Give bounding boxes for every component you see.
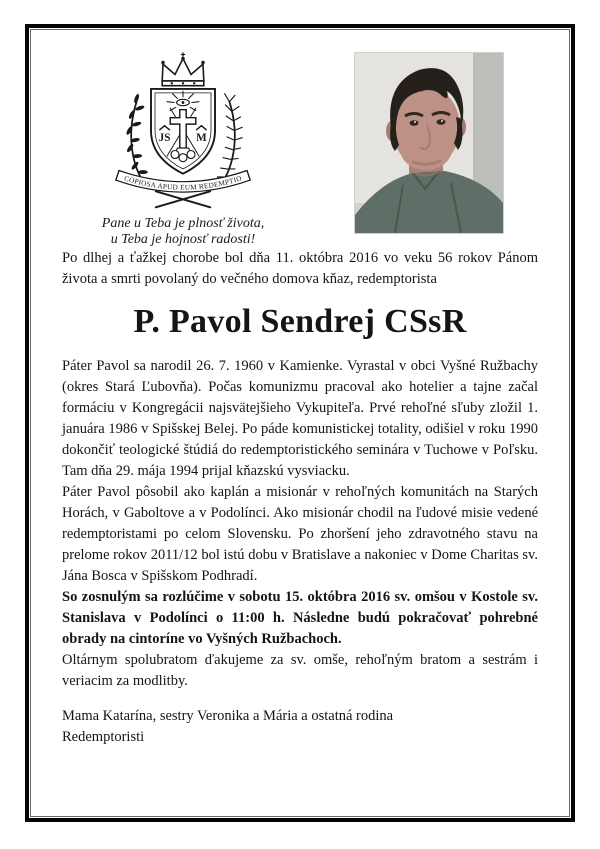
portrait-illustration: [355, 53, 503, 233]
biography-paragraph-2: Páter Pavol pôsobil ako kaplán a misionár v rehoľných komunitách na Starých Horách, v Gaboltove a v Podolínci. Ako misionár chodil na ľudové misie vedené redemptoristami po celom Slovensku. Po zhoršení jeho zdravotného stavu na prelome rokov 2011/12 bol istú dobu v Bratislave a nakoniec v Dome Charitas sv. Jána Bosca v Spišskom Podhradí.: [62, 484, 538, 584]
notice-body: [46, 248, 554, 748]
signature-family: Mama Katarína, sestry Veronika a Mária a ostatná rodina: [62, 708, 394, 724]
funeral-announcement: So zosnulým sa rozlúčime v sobotu 15. októbra 2016 sv. omšou v Kostole sv. Stanislava v Podolínci o 11:00 h. Následne budú pokračovať pohrebné obrady na cintoríne vo Vyšných Ružbachoch.: [62, 589, 538, 647]
biography-paragraph-1: Páter Pavol sa narodil 26. 7. 1960 v Kamienke. Vyrastal v obci Vyšné Ružbachy (okres Stará Ľubovňa). Počas komunizmu pracoval ako hotelier a tajne začal formáciu v Kongregácii najsvätejšieho Vykupiteľa. Prvé rehoľné sľuby zložil 1. januára 1986 v Spišskej Belej. Po páde komunistickej totality, odišiel v roku 1990 dokončiť teologické štúdiá do redemptoristického seminára v Tuchowe v Poľsku. Tam dňa 29. mája 1994 prijal kňazskú vysviacku.: [62, 358, 538, 479]
scripture-caption: [46, 216, 320, 248]
caption-line-2: u Teba je hojnosť radosti!: [110, 232, 256, 247]
mourning-frame-inner: [30, 29, 570, 817]
thanks-paragraph: Oltárnym spolubratom ďakujeme za sv. omše, rehoľným bratom a sestrám i veriacim za modlitby.: [62, 652, 538, 689]
monogram-js: JS: [158, 131, 171, 144]
motto-text: COPIOSA APUD EUM REDEMPTIO: [123, 174, 243, 192]
intro-paragraph: Po dlhej a ťažkej chorobe bol dňa 11. októbra 2016 vo veku 56 rokov Pánom života a smrti povolaný do večného domova kňaz, redemptorista: [62, 250, 538, 287]
portrait-photo: [354, 52, 504, 234]
monogram-ma: M: [196, 131, 207, 144]
caption-line-1: Pane u Teba je plnosť života,: [101, 216, 265, 231]
signature-block: [62, 706, 538, 748]
signature-order: Redemptoristi: [62, 729, 145, 745]
emblem-block: [46, 46, 320, 248]
deceased-name-title: P. Pavol Sendrej CSsR: [133, 303, 467, 340]
mourning-frame: [25, 24, 575, 822]
redemptorist-coat-of-arms-icon: [95, 52, 271, 209]
header: [46, 46, 554, 248]
